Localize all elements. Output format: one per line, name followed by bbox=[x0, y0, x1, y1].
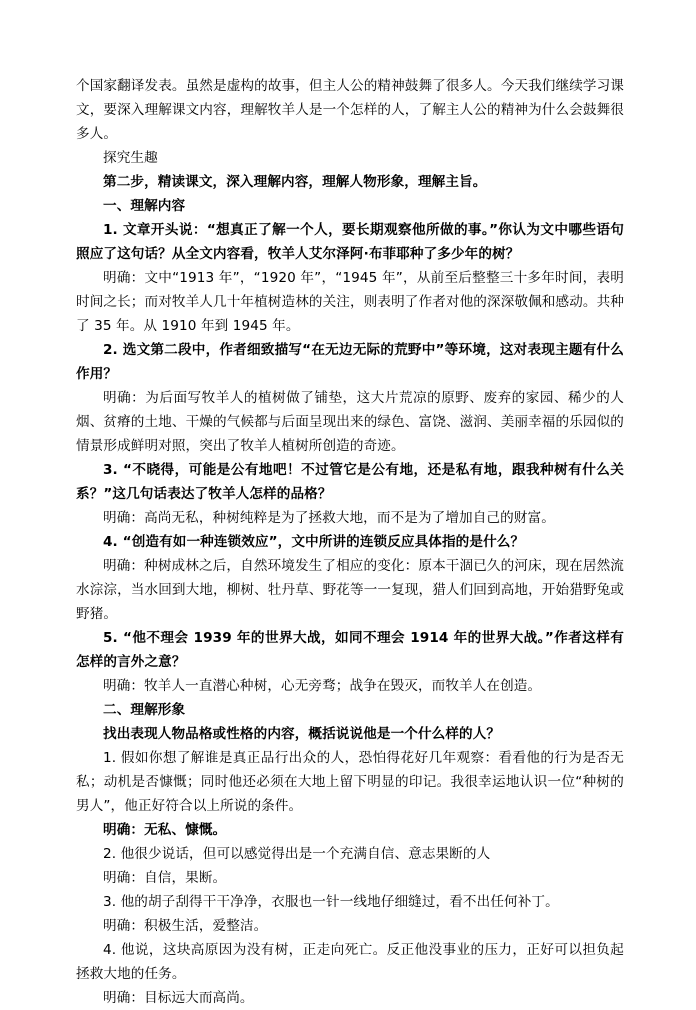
section-label-explore: 探究生趣 bbox=[103, 150, 158, 166]
answer-4: 明确：种树成林之后，自然环境发生了相应的变化：原本干涸已久的河床，现在居然流水淙淙，当水回到大地，柳树、牡丹草、野花等一一复现，猎人们回到高地，开始猎野兔或野猪。 bbox=[76, 558, 624, 622]
excerpt-1-answer: 明确：无私、慷慨。 bbox=[103, 822, 227, 838]
answer-1: 明确：文中“1913 年”，“1920 年”，“1945 年”，从前至后整整三十多年时间，表明时间之长；而对牧羊人几十年植树造林的关注，则表明了作者对他的深深敬佩和感动。共种了 35 年。从 1910 年到 1945 年。 bbox=[76, 270, 624, 334]
step-two-heading: 第二步，精读课文，深入理解内容，理解人物形象，理解主旨。 bbox=[103, 174, 487, 190]
excerpt-3-answer: 明确：积极生活，爱整洁。 bbox=[103, 918, 268, 934]
excerpt-2-answer: 明确：自信，果断。 bbox=[103, 870, 227, 886]
question-3: 3. “不晓得，可能是公有地吧！不过管它是公有地，还是私有地，跟我种树有什么关系？”这几句话表达了牧羊人怎样的品格？ bbox=[76, 462, 624, 502]
question-5: 5. “他不理会 1939 年的世界大战，如同不理会 1914 年的世界大战。”作者这样有怎样的言外之意？ bbox=[76, 630, 624, 670]
question-1: 1. 文章开头说：“想真正了解一个人，要长期观察他所做的事。”你认为文中哪些语句照应了这句话？从全文内容看，牧羊人艾尔泽阿·布菲耶种了多少年的树？ bbox=[76, 222, 624, 262]
answer-2: 明确：为后面写牧羊人的植树做了铺垫，这大片荒凉的原野、废弃的家园、稀少的人烟、贫瘠的土地、干燥的气候都与后面呈现出来的绿色、富饶、滋润、美丽幸福的乐园似的情景形成鲜明对照，突出了牧羊人植树所创造的奇迹。 bbox=[76, 390, 624, 454]
excerpt-1: 1. 假如你想了解谁是真正品行出众的人，恐怕得花好几年观察：看看他的行为是否无私；动机是否慷慨；同时他还必须在大地上留下明显的印记。我很幸运地认识一位“种树的男人”，他正好符合以上所说的条件。 bbox=[76, 750, 624, 814]
answer-5: 明确：牧羊人一直潜心种树，心无旁骛；战争在毁灭，而牧羊人在创造。 bbox=[103, 678, 542, 694]
answer-3: 明确：高尚无私，种树纯粹是为了拯救大地，而不是为了增加自己的财富。 bbox=[103, 510, 555, 526]
intro-paragraph: 个国家翻译发表。虽然是虚构的故事，但主人公的精神鼓舞了很多人。今天我们继续学习课文，要深入理解课文内容，理解牧羊人是一个怎样的人，了解主人公的精神为什么会鼓舞很多人。 bbox=[76, 78, 624, 142]
task-prompt: 找出表现人物品格或性格的内容，概括说说他是一个什么样的人？ bbox=[103, 726, 501, 742]
question-4: 4. “创造有如一种连锁效应”，文中所讲的连锁反应具体指的是什么？ bbox=[103, 534, 525, 550]
excerpt-4: 4. 他说，这块高原因为没有树，正走向死亡。反正他没事业的压力，正好可以担负起拯救大地的任务。 bbox=[76, 942, 624, 982]
section-heading-image: 二、理解形象 bbox=[103, 702, 186, 718]
section-heading-content: 一、理解内容 bbox=[103, 198, 186, 214]
excerpt-2: 2. 他很少说话，但可以感觉得出是一个充满自信、意志果断的人 bbox=[103, 846, 491, 862]
excerpt-4-answer: 明确：目标远大而高尚。 bbox=[103, 990, 254, 1006]
excerpt-3: 3. 他的胡子刮得干干净净，衣服也一针一线地仔细缝过，看不出任何补丁。 bbox=[103, 894, 559, 910]
document-body bbox=[76, 74, 624, 1010]
question-2: 2. 选文第二段中，作者细致描写“在无边无际的荒野中”等环境，这对表现主题有什么作用？ bbox=[76, 342, 624, 382]
